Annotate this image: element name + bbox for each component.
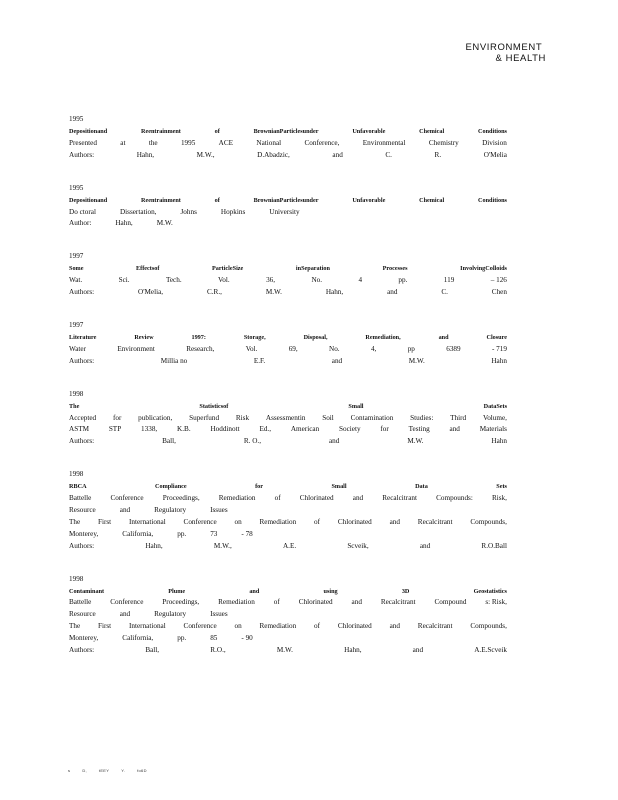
line-word: C. xyxy=(385,150,392,159)
line-word: Chlorinated xyxy=(337,517,372,526)
line-word: at xyxy=(120,138,126,147)
line-word: Monterey, xyxy=(69,634,99,643)
line-word: Millia no xyxy=(160,356,188,365)
title-word: of xyxy=(214,128,220,135)
title-word: DataSets xyxy=(483,402,507,410)
title-word: RBCA xyxy=(69,483,87,491)
line-word: M.W. xyxy=(407,437,424,446)
line-word: Scveik, xyxy=(347,541,369,550)
line-word: and xyxy=(389,517,400,526)
footer-text: Y. xyxy=(121,768,126,773)
title-word: Effectsof xyxy=(136,265,160,273)
line-word: 36, xyxy=(266,276,276,285)
line-word: on xyxy=(234,622,242,631)
line-word: M.W. xyxy=(276,646,293,655)
line-word: of xyxy=(314,622,321,631)
line-word: Ed., xyxy=(259,425,272,434)
line-word: Assessmentin xyxy=(265,413,306,422)
line-word: and xyxy=(331,356,343,365)
line-word: Vol. xyxy=(245,344,258,353)
line-word: California, xyxy=(122,634,154,643)
line-word: of xyxy=(273,598,280,607)
line-word: Water xyxy=(69,344,86,353)
footer-text: D, xyxy=(82,768,87,773)
publication-detail-line xyxy=(69,517,507,529)
line-word: M.W. xyxy=(408,356,425,365)
line-word: M.W., xyxy=(213,541,232,550)
line-word: s: Risk, xyxy=(485,598,507,607)
publication-detail-line xyxy=(69,138,507,150)
publication-entry xyxy=(69,251,507,299)
publication-detail-line xyxy=(69,505,507,517)
line-word: Tech. xyxy=(165,276,182,285)
line-word: Third xyxy=(450,413,467,422)
title-word: Data xyxy=(415,483,428,491)
line-word: pp xyxy=(407,344,415,353)
publication-detail-line xyxy=(69,597,507,609)
publication-authors xyxy=(69,356,507,368)
logo-line-1: ENVIRONMENT xyxy=(465,42,543,53)
title-word: inSeparation xyxy=(295,265,330,273)
publication-entry xyxy=(69,574,507,657)
line-word: First xyxy=(98,517,112,526)
title-word: Depositionand xyxy=(69,196,108,204)
line-word: K.B. xyxy=(177,425,191,434)
line-word: Regulatory xyxy=(154,610,187,619)
line-word: Sci. xyxy=(118,276,130,285)
line-word: No. xyxy=(329,344,340,353)
title-word: Literature xyxy=(69,334,97,342)
line-word: Authors: xyxy=(69,150,95,159)
line-word: Compounds, xyxy=(470,517,507,526)
title-word: Small xyxy=(331,483,347,491)
line-word: Hahn xyxy=(491,437,507,446)
line-word: of xyxy=(314,517,321,526)
line-word: and xyxy=(119,506,131,515)
publication-authors xyxy=(69,541,507,553)
line-word: Regulatory xyxy=(154,506,187,515)
line-word: National xyxy=(256,138,282,147)
line-word: R. xyxy=(434,150,442,159)
line-word: Remediation xyxy=(259,622,297,631)
line-word: O'Melia, xyxy=(138,288,164,297)
line-word: Risk, xyxy=(491,494,507,503)
line-word: E.F. xyxy=(253,356,266,365)
line-word: Authors: xyxy=(69,356,95,365)
title-word: Depositionand xyxy=(69,128,108,135)
line-word: and xyxy=(328,437,340,446)
line-word: Issues xyxy=(210,610,228,619)
line-word: Division xyxy=(482,138,507,147)
footer-text: tEEY xyxy=(98,768,110,773)
publication-detail-line xyxy=(69,207,507,219)
publication-detail-line xyxy=(69,621,507,633)
line-word: Issues xyxy=(210,506,228,515)
line-word: Ball, xyxy=(145,646,160,655)
line-word: Hahn, xyxy=(115,219,133,228)
line-word: Materials xyxy=(479,425,507,434)
line-word: 4, xyxy=(370,344,377,353)
title-word: and xyxy=(249,587,260,595)
title-word: Statisticsof xyxy=(199,402,229,410)
publication-entry xyxy=(69,183,507,231)
footer-text: s xyxy=(68,768,71,773)
publication-detail-line xyxy=(69,633,507,645)
publication-detail-line xyxy=(69,529,507,541)
line-word: Proceedings, xyxy=(162,494,200,503)
line-word: pp. xyxy=(398,276,408,285)
publication-title xyxy=(69,195,507,207)
publication-title xyxy=(69,586,507,598)
line-word: Chlorinated xyxy=(299,494,334,503)
title-word: InvolvingColloids xyxy=(460,265,507,273)
line-word: M.W., xyxy=(196,150,215,159)
line-word: C. xyxy=(441,288,448,297)
line-word: Authors: xyxy=(69,437,95,446)
line-word: 1995 xyxy=(180,138,196,147)
line-word: International xyxy=(129,517,166,526)
line-word: Hahn, xyxy=(136,150,155,159)
line-word: Vol. xyxy=(218,276,230,285)
publication-year: 1997 xyxy=(69,321,84,330)
title-word: Storage, xyxy=(243,334,266,342)
publication-authors xyxy=(69,150,507,162)
line-word: Compounds: xyxy=(436,494,473,503)
line-word: Hahn, xyxy=(344,646,362,655)
line-word: of xyxy=(274,494,281,503)
publication-authors xyxy=(69,218,507,230)
line-word: Environment xyxy=(117,344,155,353)
publication-title xyxy=(69,263,507,275)
publication-entry xyxy=(69,114,507,162)
line-word: Recalcitrant xyxy=(417,622,453,631)
title-word: Conditions xyxy=(478,128,507,135)
publication-entry xyxy=(69,469,507,552)
title-word: Chemical xyxy=(419,128,445,135)
publication-detail-line xyxy=(69,413,507,425)
line-word: Hoddinott xyxy=(210,425,240,434)
line-word: M.W. xyxy=(265,288,282,297)
line-word: the xyxy=(148,138,158,147)
line-word: – 126 xyxy=(490,276,507,285)
line-word: 69, xyxy=(288,344,298,353)
line-word: STP xyxy=(108,425,122,434)
line-word: 119 xyxy=(443,276,455,285)
publication-year: 1995 xyxy=(69,115,84,123)
title-word: Closure xyxy=(486,334,507,342)
line-word: and xyxy=(352,494,364,503)
line-word: Resource xyxy=(69,506,96,515)
line-word: Hahn xyxy=(491,356,507,365)
publication-entry xyxy=(69,320,507,368)
line-word: Compounds, xyxy=(470,622,507,631)
line-word: R.O.Ball xyxy=(481,541,507,550)
line-word: Hahn, xyxy=(325,288,344,297)
line-word: Conference xyxy=(183,517,217,526)
line-word: Environmental xyxy=(362,138,406,147)
line-word: publication, xyxy=(138,413,173,422)
line-word: Hopkins xyxy=(220,207,246,216)
publication-title xyxy=(69,332,507,344)
footer-text: fo6D xyxy=(137,768,147,773)
line-word: pp. xyxy=(177,634,187,643)
publication-detail-line xyxy=(69,424,507,436)
title-word: BrownianParticlesunder xyxy=(253,128,319,135)
publication-detail-line xyxy=(69,344,507,356)
line-word: Recalcitrant xyxy=(380,598,416,607)
line-word: and xyxy=(449,425,460,434)
publication-year: 1998 xyxy=(69,389,84,398)
logo-line-2: & HEALTH xyxy=(495,52,546,64)
line-word: Battelle xyxy=(69,494,92,503)
line-word: Remediation xyxy=(218,598,255,607)
line-word: The xyxy=(69,517,81,526)
line-word: No. xyxy=(311,276,323,285)
line-word: pp. xyxy=(177,529,187,538)
publication-title xyxy=(69,126,507,138)
title-word: Disposal, xyxy=(303,334,328,342)
line-word: Hahn, xyxy=(145,541,163,550)
line-word: American xyxy=(290,425,320,434)
publication-title xyxy=(69,481,507,493)
publication-year: 1997 xyxy=(69,252,84,261)
line-word: California, xyxy=(122,529,154,538)
line-word: C.R., xyxy=(206,288,222,297)
title-word: Conditions xyxy=(478,196,507,204)
publication-detail-line xyxy=(69,493,507,505)
line-word: Volume, xyxy=(482,413,507,422)
title-word: Some xyxy=(69,265,84,273)
line-word: Risk xyxy=(235,413,250,422)
line-word: - 78 xyxy=(241,529,253,538)
line-word: R. O., xyxy=(243,437,262,446)
line-word: 1338, xyxy=(141,425,158,434)
line-word: Accepted xyxy=(69,413,97,422)
line-word: Dissertation, xyxy=(119,207,157,216)
line-word: Authors: xyxy=(69,288,95,297)
brand-logo xyxy=(465,43,546,64)
title-word: and xyxy=(438,334,449,342)
line-word: Authors: xyxy=(69,646,95,655)
title-word: Reentrainment xyxy=(140,196,181,204)
title-word: 1997: xyxy=(191,334,206,342)
line-word: M.W. xyxy=(156,219,173,228)
line-word: and xyxy=(119,610,131,619)
line-word: The xyxy=(69,622,81,631)
title-word: 3D xyxy=(401,587,410,595)
line-word: 73 xyxy=(210,529,218,538)
title-word: Remediation, xyxy=(365,334,401,342)
title-word: Compliance xyxy=(155,483,187,491)
title-word: Contaminant xyxy=(69,587,105,595)
title-word: Plume xyxy=(168,587,186,595)
line-word: Remediation xyxy=(218,494,256,503)
line-word: Resource xyxy=(69,610,96,619)
page-footer xyxy=(68,768,159,773)
line-word: Studies: xyxy=(410,413,434,422)
title-word: Processes xyxy=(382,265,408,273)
line-word: Conference xyxy=(110,494,144,503)
title-word: Chemical xyxy=(419,196,445,204)
line-word: Research, xyxy=(186,344,215,353)
line-word: Conference, xyxy=(304,138,340,147)
line-word: Recalcitrant xyxy=(417,517,453,526)
line-word: ASTM xyxy=(69,425,89,434)
line-word: and xyxy=(332,150,343,159)
title-word: ParticleSize xyxy=(212,265,244,273)
line-word: Society xyxy=(339,425,361,434)
line-word: Wat. xyxy=(69,276,83,285)
line-word: First xyxy=(98,622,112,631)
title-word: Unfavorable xyxy=(352,196,386,204)
line-word: University xyxy=(269,207,300,216)
line-word: Author: xyxy=(69,219,92,228)
title-word: BrownianParticlesunder xyxy=(253,196,319,204)
line-word: Chen xyxy=(491,288,507,297)
title-word: of xyxy=(214,196,220,204)
publication-detail-line xyxy=(69,609,507,621)
line-word: Chlorinated xyxy=(298,598,333,607)
line-word: and xyxy=(389,622,400,631)
title-word: The xyxy=(69,402,80,410)
title-word: for xyxy=(255,483,264,491)
line-word: - 719 xyxy=(491,344,507,353)
line-word: 85 xyxy=(210,634,218,643)
title-word: Unfavorable xyxy=(352,128,386,135)
publication-year: 1995 xyxy=(69,183,84,192)
line-word: 4 xyxy=(358,276,363,285)
publication-authors xyxy=(69,645,507,657)
line-word: and xyxy=(419,541,431,550)
publication-list xyxy=(69,114,507,678)
line-word: Authors: xyxy=(69,541,95,550)
title-word: Sets xyxy=(496,483,507,491)
line-word: Remediation xyxy=(259,517,297,526)
publication-entry xyxy=(69,389,507,449)
line-word: Presented xyxy=(69,138,97,147)
line-word: Compound xyxy=(434,598,467,607)
line-word: and xyxy=(412,646,424,655)
line-word: Ball, xyxy=(162,437,176,446)
line-word: ACE xyxy=(218,138,234,147)
line-word: Testing xyxy=(408,425,430,434)
title-word: Review xyxy=(134,334,154,342)
line-word: Proceedings, xyxy=(162,598,200,607)
line-word: R.O., xyxy=(210,646,226,655)
line-word: Chemistry xyxy=(428,138,459,147)
title-word: using xyxy=(323,587,338,595)
publication-authors xyxy=(69,287,507,299)
line-word: A.E.Scveik xyxy=(474,646,507,655)
line-word: on xyxy=(234,517,242,526)
line-word: Recalcitrant xyxy=(382,494,417,503)
line-word: Conference xyxy=(183,622,217,631)
publication-year: 1998 xyxy=(69,574,84,583)
title-word: Reentrainment xyxy=(140,128,181,135)
line-word: O'Melia xyxy=(483,150,507,159)
publication-detail-line xyxy=(69,275,507,287)
publication-year: 1998 xyxy=(69,470,84,479)
line-word: D.Abadzic, xyxy=(257,150,290,159)
line-word: Do ctoral xyxy=(69,207,96,216)
line-word: for xyxy=(380,425,389,434)
title-word: Small xyxy=(348,402,364,410)
line-word: and xyxy=(387,288,398,297)
line-word: A.E. xyxy=(282,541,297,550)
publication-title xyxy=(69,401,507,413)
line-word: for xyxy=(112,413,122,422)
publication-authors xyxy=(69,436,507,448)
line-word: Johns xyxy=(180,207,197,216)
line-word: Conference xyxy=(110,598,144,607)
line-word: Chlorinated xyxy=(337,622,372,631)
line-word: Superfund xyxy=(189,413,220,422)
line-word: Contamination xyxy=(350,413,394,422)
title-word: Geostatistics xyxy=(473,587,507,595)
line-word: Battelle xyxy=(69,598,92,607)
line-word: - 90 xyxy=(241,634,253,643)
line-word: Soil xyxy=(322,413,334,422)
line-word: International xyxy=(129,622,166,631)
line-word: and xyxy=(351,598,362,607)
line-word: Monterey, xyxy=(69,529,99,538)
line-word: 6389 xyxy=(446,344,461,353)
